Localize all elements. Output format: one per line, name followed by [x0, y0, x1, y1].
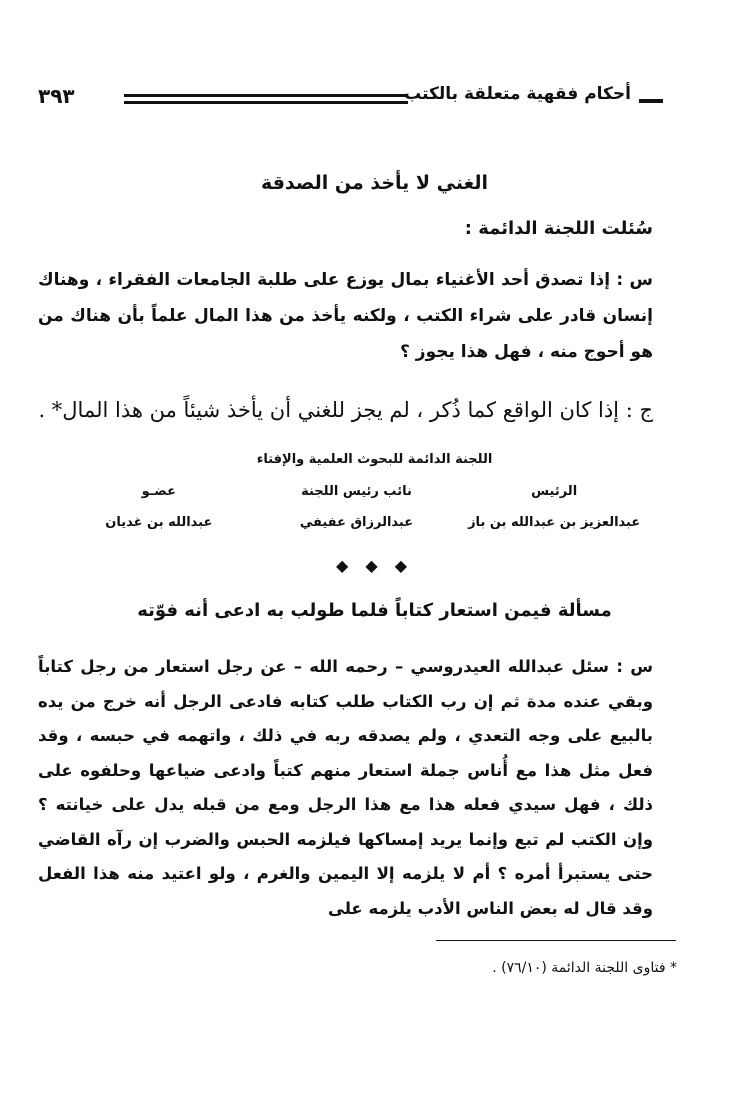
name-member: عبدالله بن غديان: [105, 515, 213, 530]
section2-heading: مسألة فيمن استعار كتاباً فلما طولب به ادعى أنه فوّته: [137, 600, 612, 621]
answer-paragraph: ج : إذا كان الواقع كما ذُكر ، لم يجز للغني أن يأخذ شيئاً من هذا المال* .: [38, 398, 653, 422]
header-rule: [124, 94, 408, 104]
role-member: عضـو: [141, 484, 176, 499]
header-ornament: [639, 99, 663, 103]
role-vice-chairman: نائب رئيس اللجنة: [301, 484, 412, 499]
role-chairman: الرئيس: [531, 484, 578, 499]
signature-roles: [60, 484, 653, 499]
signature-names: [60, 515, 653, 530]
page-number: ٣٩٣: [38, 84, 75, 108]
name-vice-chairman: عبدالرزاق عفيفي: [299, 515, 414, 530]
section-separator: ◆ ◆ ◆: [335, 556, 414, 575]
section2-body: س : سئل عبدالله العيدروسي – رحمه الله – عن رجل استعار من رجل كتاباً وبقي عنده مدة ثم إن رب الكتاب طلب كتابه فادعى الرجل أنه خرج من يده بالبيع على وجه التعدي ، ولم يصدقه ربه في ذلك ، واتهمه في حبسه ، وقد فعل مثل هذا مع أُناس جملة استعار منهم كتباً وادعى ضياعها وحلفوه على ذلك ، فهل سيدي فعله هذا مع هذا الرجل ومع من قبله يدل على خيانته ؟ وإن الكتب لم تبع وإنما يريد إمساكها فيلزمه الحبس والضرب إن رآه القاضي حتى يستبرأ أمره ؟ أم لا يلزمه إلا اليمين والغرم ، ولو اعتيد منه هذا الفعل وقد قال له بعض الناس الأدب يلزمه على: [38, 657, 653, 918]
footnote-rule: [436, 940, 676, 941]
running-header-title: أحكام فقهية متعلقة بالكتب: [404, 84, 631, 104]
question-paragraph: س : إذا تصدق أحد الأغنياء بمال يوزع على طلبة الجامعات الفقراء ، وهناك إنسان قادر على شراء الكتب ، ولكنه يأخذ من هذا المال علماً بأن هناك من هو أحوج منه ، فهل هذا يجوز ؟: [38, 270, 653, 362]
fatwa-intro: سُئلت اللجنة الدائمة :: [464, 218, 653, 239]
footnote: * فتاوى اللجنة الدائمة (٧٦/١٠) .: [492, 960, 677, 976]
name-chairman: عبدالعزيز بن عبدالله بن باز: [468, 515, 641, 530]
section1-heading: الغني لا يأخذ من الصدقة: [260, 172, 489, 194]
committee-title: اللجنة الدائمة للبحوث العلمية والإفتاء: [256, 452, 493, 467]
